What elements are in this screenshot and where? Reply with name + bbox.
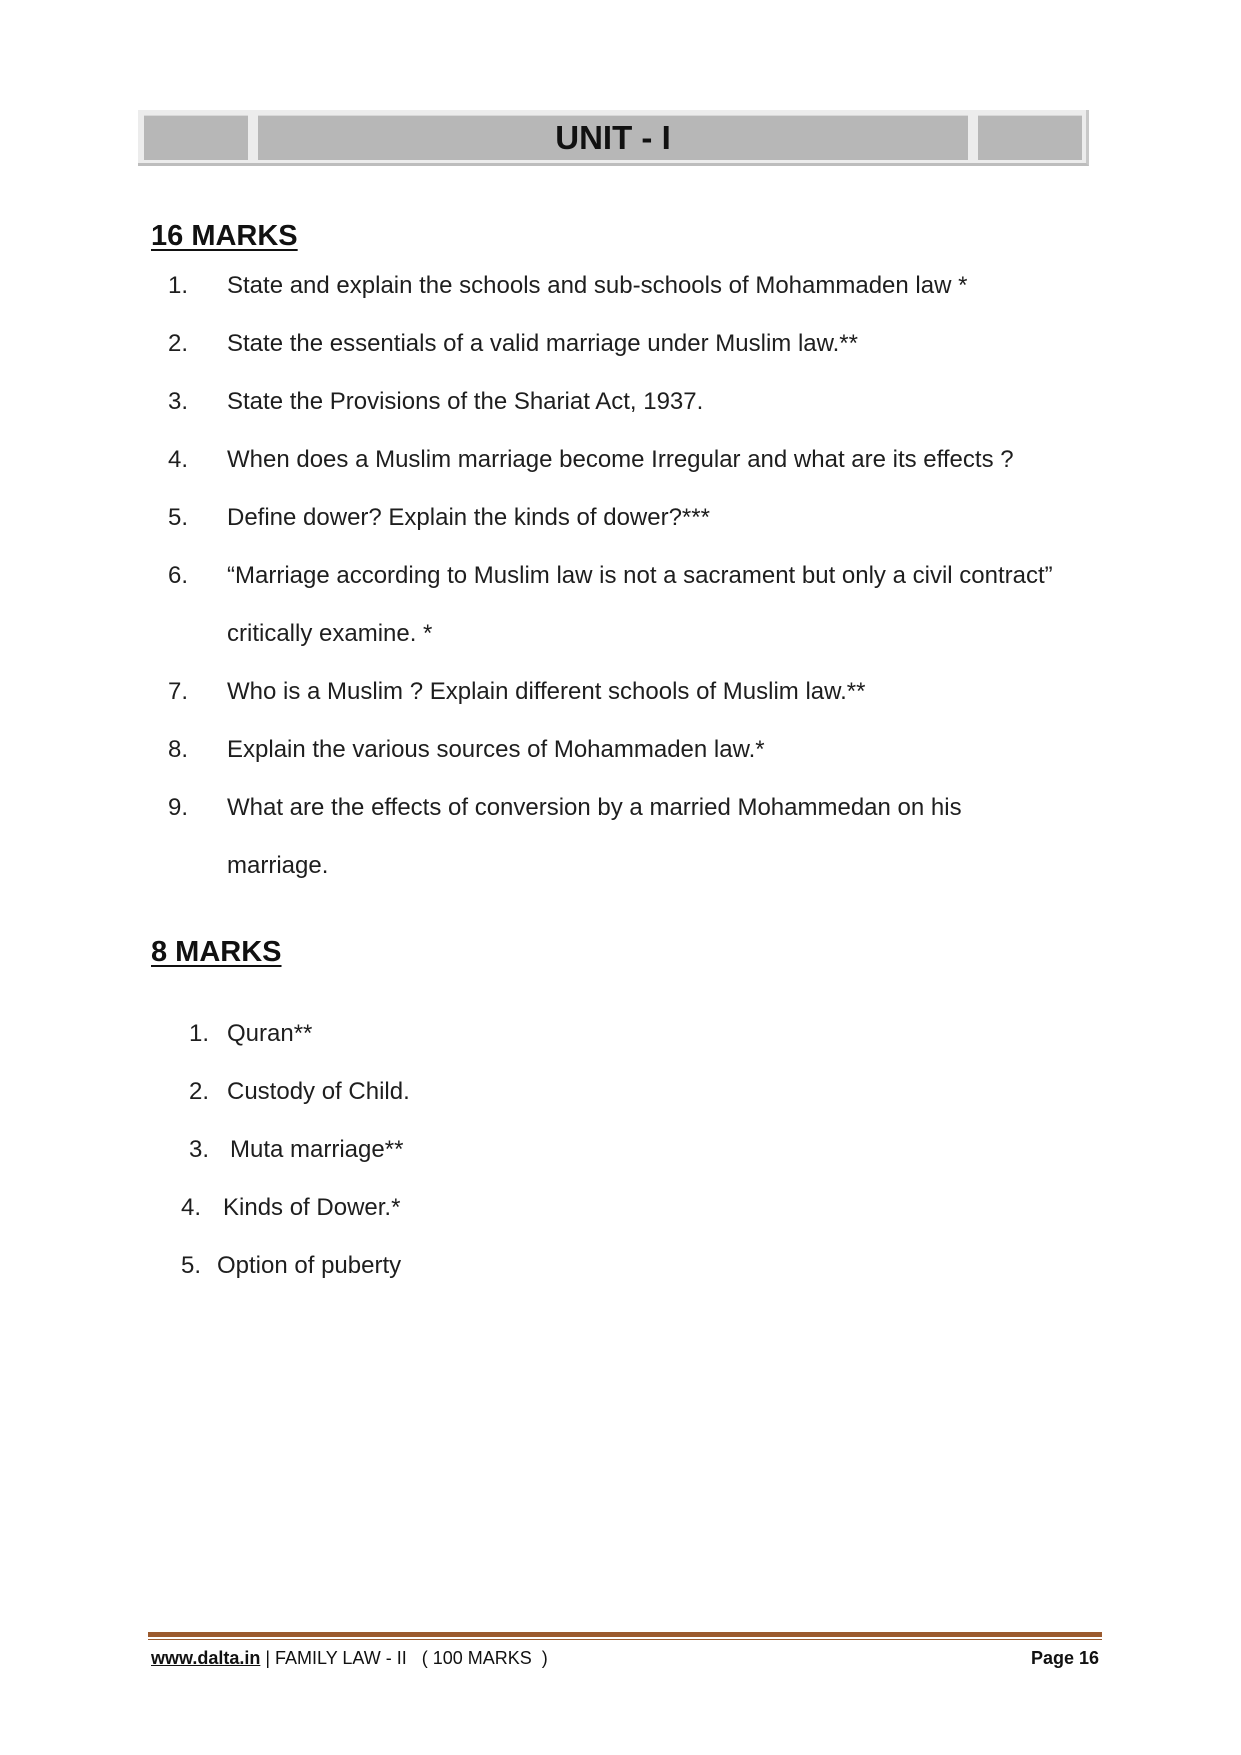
footer-divider: [148, 1632, 1102, 1637]
footer-divider-thin: [148, 1639, 1102, 1640]
unit-bar-left-cell: [144, 115, 248, 160]
item-text: Quran**: [227, 1020, 313, 1047]
item-number: 6.: [168, 562, 189, 589]
footer-page-number: Page 16: [1030, 1648, 1099, 1668]
footer-website-link[interactable]: www.dalta.in: [151, 1648, 261, 1668]
item-number: 4.: [181, 1194, 202, 1221]
item-text-continued: marriage.: [227, 852, 329, 879]
unit-header-bar: [138, 110, 1089, 166]
item-number: 9.: [168, 794, 189, 821]
footer-course-title: | FAMILY LAW - II ( 100 MARKS ): [260, 1648, 548, 1668]
unit-bar-right-cell: [978, 115, 1082, 160]
item-number: 3.: [189, 1136, 210, 1163]
item-number: 5.: [181, 1252, 202, 1279]
item-text: When does a Muslim marriage become Irregular and what are its effects ?: [227, 446, 1014, 473]
item-text: State and explain the schools and sub-schools of Mohammaden law *: [227, 272, 968, 299]
item-text: Define dower? Explain the kinds of dower?***: [227, 504, 710, 531]
item-text: Muta marriage**: [230, 1136, 404, 1163]
item-number: 2.: [189, 1078, 210, 1105]
section-heading-8-marks: 8 MARKS: [151, 936, 282, 968]
item-text: Explain the various sources of Mohammaden law.*: [227, 736, 765, 763]
item-number: 4.: [168, 446, 189, 473]
item-text: Who is a Muslim ? Explain different schools of Muslim law.**: [227, 678, 866, 705]
item-text: State the Provisions of the Shariat Act, 1937.: [227, 388, 704, 415]
item-text: Option of puberty: [217, 1252, 402, 1279]
item-text: Custody of Child.: [227, 1078, 410, 1105]
item-text: Kinds of Dower.*: [223, 1194, 401, 1221]
unit-title: UNIT - I: [555, 119, 671, 156]
section-heading-16-marks: 16 MARKS: [151, 220, 298, 252]
item-text: What are the effects of conversion by a married Mohammedan on his: [227, 794, 962, 821]
item-number: 8.: [168, 736, 189, 763]
item-text-continued: critically examine. *: [227, 620, 433, 647]
item-number: 2.: [168, 330, 189, 357]
item-number: 1.: [168, 272, 189, 299]
item-text: State the essentials of a valid marriage under Muslim law.**: [227, 330, 858, 357]
item-text: “Marriage according to Muslim law is not a sacrament but only a civil contract”: [227, 562, 1053, 589]
item-number: 1.: [189, 1020, 210, 1047]
item-number: 7.: [168, 678, 189, 705]
item-number: 5.: [168, 504, 189, 531]
item-number: 3.: [168, 388, 189, 415]
footer-left: [151, 1648, 548, 1669]
